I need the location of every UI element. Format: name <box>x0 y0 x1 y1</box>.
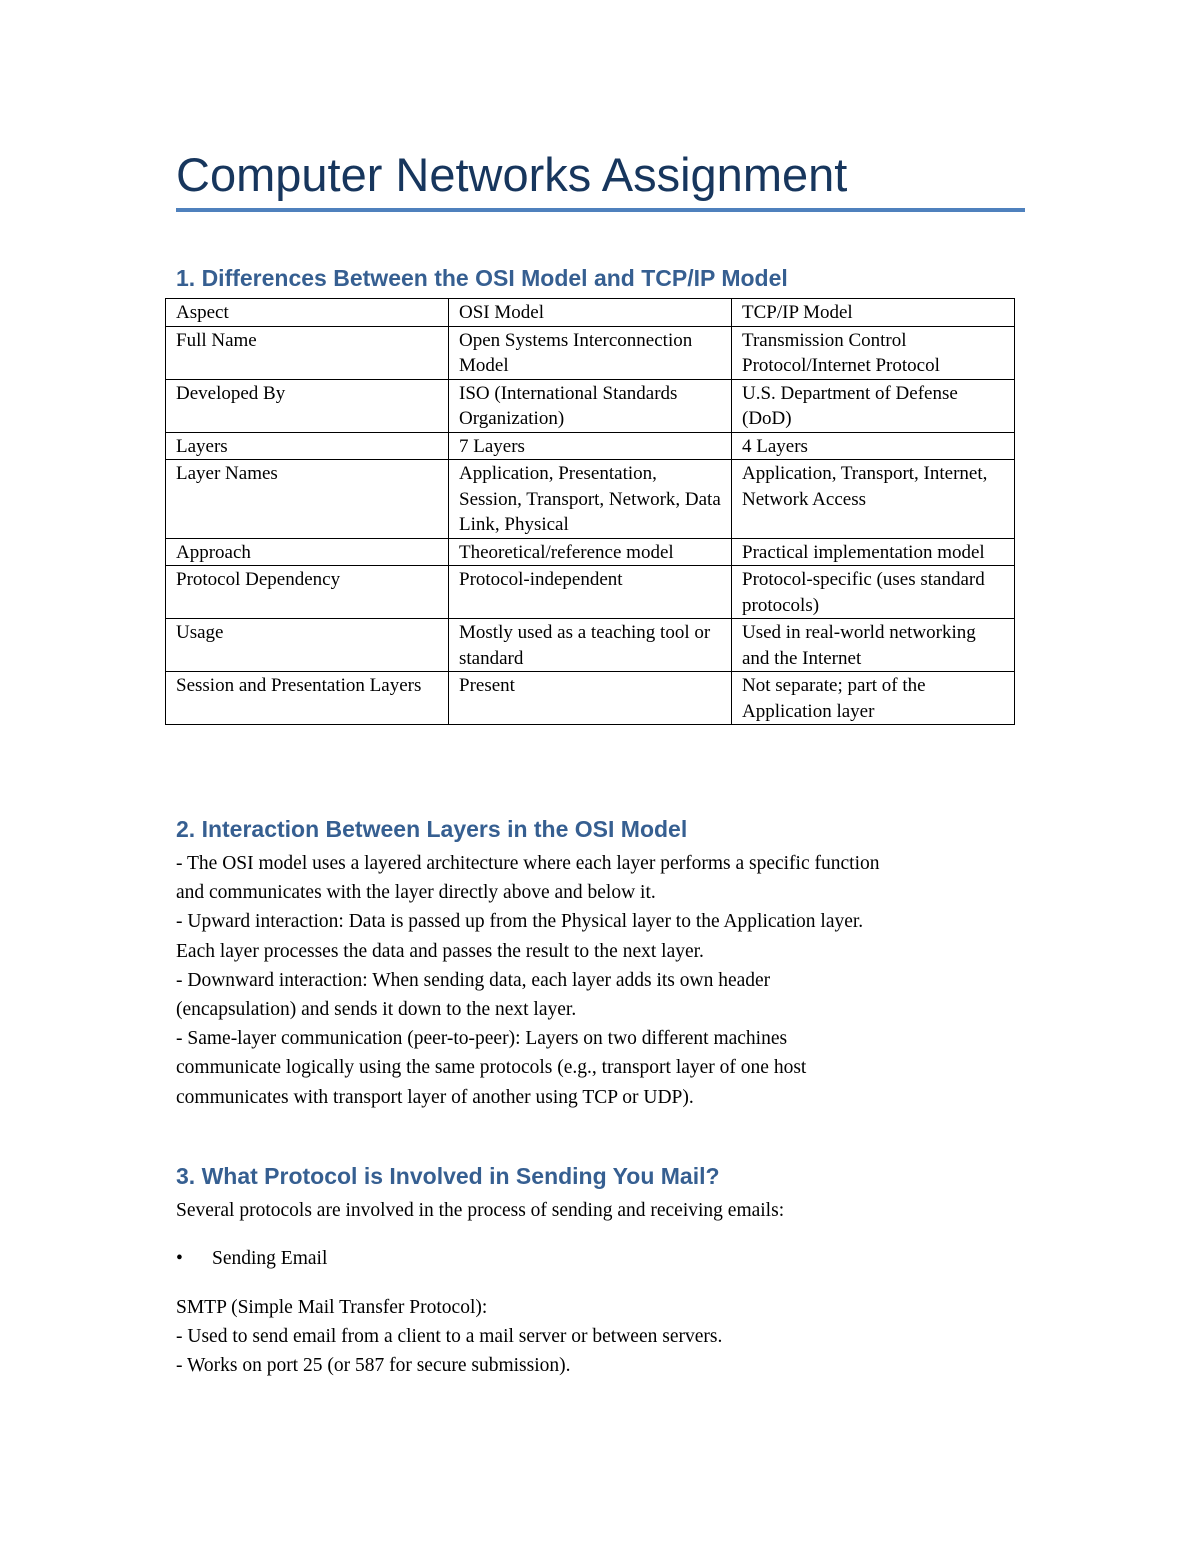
body-line: - Downward interaction: When sending data, each layer adds its own header <box>176 969 771 991</box>
table-row <box>166 538 1015 566</box>
table-cell-osi: ISO (International Standards Organization) <box>449 379 732 432</box>
table-cell-aspect: Protocol Dependency <box>166 566 449 619</box>
table-header-cell: OSI Model <box>449 299 732 327</box>
body-line: (encapsulation) and sends it down to the next layer. <box>176 999 577 1021</box>
table-cell-tcpip: Application, Transport, Internet, Network Access <box>732 460 1015 539</box>
table-row <box>166 460 1015 539</box>
table-header-row <box>166 299 1015 327</box>
table-cell-osi: Application, Presentation, Session, Transport, Network, Data Link, Physical <box>449 460 732 539</box>
section3-heading: 3. What Protocol is Involved in Sending You Mail? <box>176 1163 720 1189</box>
comparison-table <box>165 298 1015 725</box>
table-row <box>166 379 1015 432</box>
table-cell-tcpip: Used in real-world networking and the Internet <box>732 619 1015 672</box>
body-line: and communicates with the layer directly above and below it. <box>176 882 656 904</box>
table-cell-tcpip: Practical implementation model <box>732 538 1015 566</box>
table-cell-aspect: Usage <box>166 619 449 672</box>
table-cell-aspect: Full Name <box>166 326 449 379</box>
section1-heading: 1. Differences Between the OSI Model and TCP/IP Model <box>176 265 788 291</box>
smtp-line: SMTP (Simple Mail Transfer Protocol): <box>176 1297 488 1318</box>
body-line: communicate logically using the same protocols (e.g., transport layer of one host <box>176 1057 807 1079</box>
section2-body <box>176 849 1016 1112</box>
bullet-label: Sending Email <box>212 1248 328 1269</box>
table-header-cell: TCP/IP Model <box>732 299 1015 327</box>
table-cell-aspect: Layer Names <box>166 460 449 539</box>
bullet-icon: • <box>176 1248 183 1269</box>
table-cell-tcpip: U.S. Department of Defense (DoD) <box>732 379 1015 432</box>
table-cell-osi: Present <box>449 672 732 725</box>
body-line: Each layer processes the data and passes the result to the next layer. <box>176 940 704 962</box>
table-row <box>166 326 1015 379</box>
bullet-item-sending-email <box>176 1244 327 1273</box>
section3-intro <box>176 1196 1016 1225</box>
table-cell-osi: 7 Layers <box>449 432 732 460</box>
table-cell-osi: Protocol-independent <box>449 566 732 619</box>
table-cell-osi: Theoretical/reference model <box>449 538 732 566</box>
smtp-line: - Works on port 25 (or 587 for secure submission). <box>176 1355 571 1377</box>
table-header-cell: Aspect <box>166 299 449 327</box>
table-row <box>166 619 1015 672</box>
table-row <box>166 566 1015 619</box>
body-line: - The OSI model uses a layered architecture where each layer performs a specific function <box>176 853 880 874</box>
table-cell-osi: Open Systems Interconnection Model <box>449 326 732 379</box>
table-row <box>166 672 1015 725</box>
table-row <box>166 432 1015 460</box>
table-cell-aspect: Approach <box>166 538 449 566</box>
table-cell-osi: Mostly used as a teaching tool or standard <box>449 619 732 672</box>
body-line: - Upward interaction: Data is passed up from the Physical layer to the Application layer. <box>176 911 864 933</box>
intro-line: Several protocols are involved in the process of sending and receiving emails: <box>176 1200 785 1221</box>
title-underline <box>176 208 1025 212</box>
table-cell-aspect: Layers <box>166 432 449 460</box>
smtp-line: - Used to send email from a client to a mail server or between servers. <box>176 1326 723 1348</box>
section2-heading: 2. Interaction Between Layers in the OSI Model <box>176 816 688 842</box>
body-line: - Same-layer communication (peer-to-peer): Layers on two different machines <box>176 1028 788 1050</box>
document-title: Computer Networks Assignment <box>176 148 848 201</box>
table-cell-tcpip: Protocol-specific (uses standard protocols) <box>732 566 1015 619</box>
table-cell-tcpip: 4 Layers <box>732 432 1015 460</box>
table-cell-tcpip: Transmission Control Protocol/Internet Protocol <box>732 326 1015 379</box>
table-cell-tcpip: Not separate; part of the Application layer <box>732 672 1015 725</box>
table-cell-aspect: Session and Presentation Layers <box>166 672 449 725</box>
table-cell-aspect: Developed By <box>166 379 449 432</box>
smtp-description <box>176 1293 1016 1381</box>
body-line: communicates with transport layer of another using TCP or UDP). <box>176 1086 694 1108</box>
